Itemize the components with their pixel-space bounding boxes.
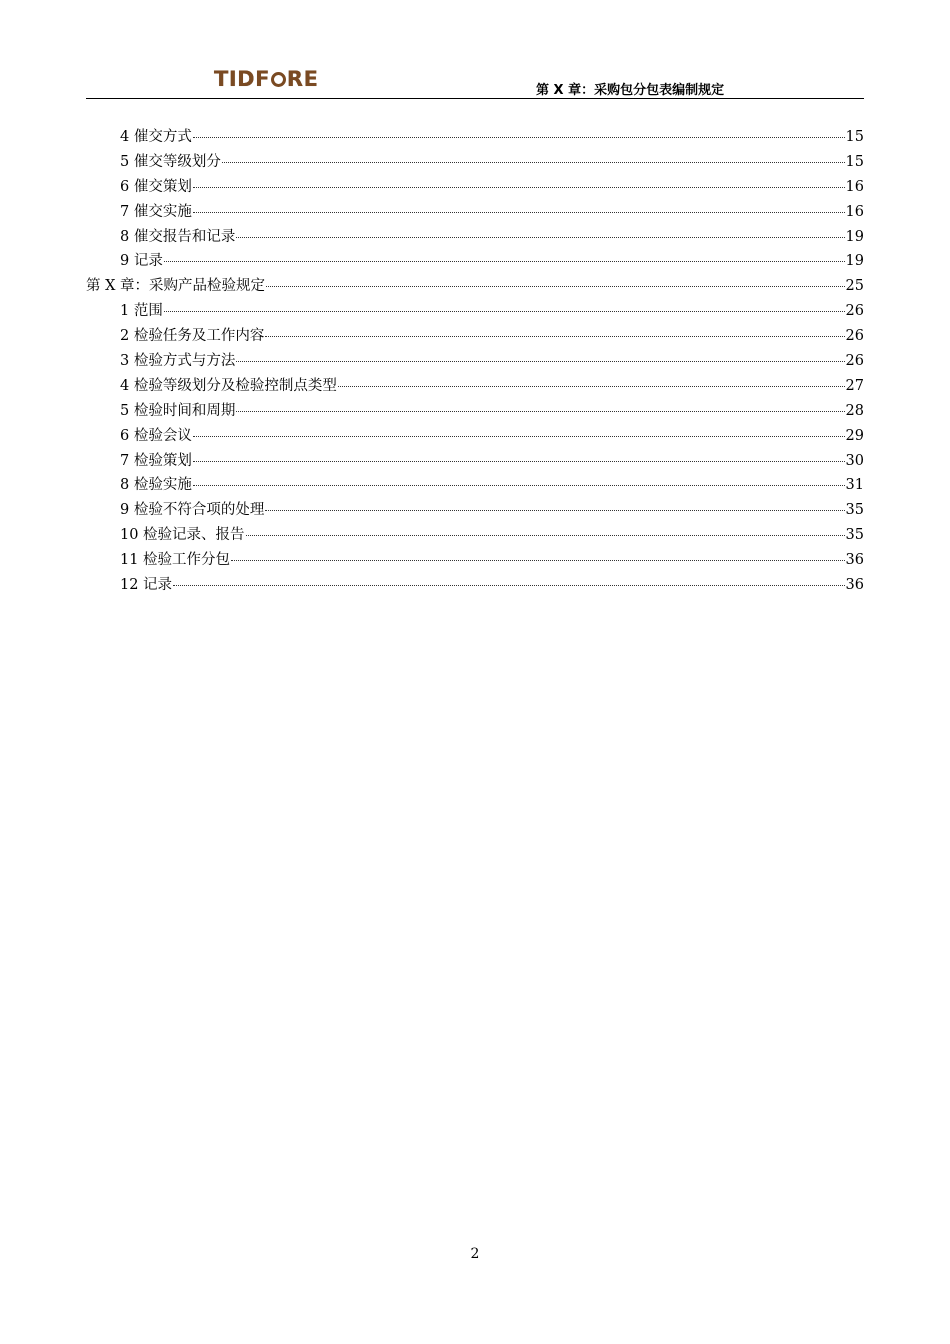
toc-dot-leader (338, 386, 845, 387)
toc-entry-label: 3 检验方式与方法 (120, 353, 236, 370)
toc-entry-label: 6 催交策划 (120, 178, 192, 195)
toc-entry-label: 2 检验任务及工作内容 (120, 328, 265, 345)
toc-dot-leader (193, 485, 845, 486)
toc-entry[interactable] (86, 424, 864, 449)
toc-entry-label: 5 检验时间和周期 (120, 402, 236, 419)
toc-entry[interactable] (86, 473, 864, 498)
toc-dot-leader (193, 212, 845, 213)
toc-entry-label: 7 检验策划 (120, 452, 192, 469)
toc-dot-leader (236, 237, 844, 238)
toc-entry[interactable] (86, 548, 864, 573)
toc-entry-label: 10 检验记录、报告 (120, 527, 245, 544)
toc-entry-page: 16 (845, 203, 864, 220)
toc-entry-page: 31 (845, 477, 864, 494)
logo-text-end: RE (286, 67, 319, 91)
toc-entry[interactable] (86, 523, 864, 548)
toc-entry[interactable] (86, 374, 864, 399)
page-number: 2 (470, 1246, 480, 1262)
toc-entry[interactable] (86, 324, 864, 349)
tidfore-logo (214, 66, 318, 92)
toc-entry-page: 19 (845, 253, 864, 270)
toc-dot-leader (265, 510, 844, 511)
toc-entry-label: 4 催交方式 (120, 129, 192, 145)
toc-dot-leader (236, 411, 844, 412)
toc-dot-leader (231, 560, 844, 561)
toc-entry-label: 9 记录 (120, 253, 163, 270)
toc-dot-leader (173, 585, 844, 586)
toc-entry[interactable] (86, 150, 864, 175)
logo-o-ring-icon (271, 72, 286, 87)
toc-entry-page: 28 (845, 402, 864, 419)
toc-entry-page: 35 (845, 502, 864, 519)
toc-entry-label: 1 范围 (120, 303, 163, 320)
toc-entry-label: 8 催交报告和记录 (120, 228, 236, 245)
toc-entry-label: 5 催交等级划分 (120, 153, 221, 170)
toc-entry[interactable] (86, 225, 864, 250)
toc-dot-leader (164, 311, 845, 312)
toc-entry[interactable] (86, 125, 864, 150)
toc-dot-leader (246, 535, 845, 536)
toc-entry-page: 16 (845, 178, 864, 195)
toc-entry-page: 26 (845, 328, 864, 345)
toc-entry-page: 25 (845, 278, 864, 295)
toc-entry-page: 30 (845, 452, 864, 469)
toc-entry[interactable] (86, 200, 864, 225)
toc-dot-leader (266, 286, 845, 287)
toc-entry-label: 7 催交实施 (120, 203, 192, 220)
toc-entry[interactable] (86, 349, 864, 374)
toc-entry-page: 15 (845, 153, 864, 170)
toc-entry[interactable] (86, 175, 864, 200)
toc-entry-page: 29 (845, 427, 864, 444)
toc-dot-leader (193, 436, 845, 437)
page-header (86, 62, 864, 99)
toc-dot-leader (265, 336, 844, 337)
toc-entry-page: 26 (845, 303, 864, 320)
toc-dot-leader (193, 187, 845, 188)
toc-entry-label: 4 检验等级划分及检验控制点类型 (120, 377, 337, 394)
logo-text-start: TIDF (214, 67, 270, 91)
toc-entry[interactable] (86, 399, 864, 424)
toc-entry-page: 26 (845, 353, 864, 370)
header-chapter-title: 第 X 章：采购包分包表编制规定 (536, 83, 725, 98)
toc-entry-label: 6 检验会议 (120, 427, 192, 444)
toc-entry-label: 11 检验工作分包 (120, 552, 231, 569)
toc-dot-leader (236, 361, 844, 362)
toc-entry-label: 9 检验不符合项的处理 (120, 502, 265, 519)
toc-dot-leader (193, 461, 845, 462)
toc-entry[interactable] (86, 573, 864, 598)
toc-entry-page: 27 (845, 377, 864, 394)
toc-entry-page: 35 (845, 527, 864, 544)
toc-entry-label: 12 记录 (120, 577, 173, 594)
toc-entry-page: 36 (845, 552, 864, 569)
toc-dot-leader (193, 137, 845, 138)
toc-entry[interactable] (86, 274, 864, 299)
table-of-contents (86, 125, 864, 598)
toc-entry-page: 19 (845, 228, 864, 245)
toc-dot-leader (164, 261, 845, 262)
toc-entry-label: 8 检验实施 (120, 477, 192, 494)
toc-entry[interactable] (86, 249, 864, 274)
toc-dot-leader (222, 162, 845, 163)
toc-entry[interactable] (86, 449, 864, 474)
toc-entry[interactable] (86, 299, 864, 324)
toc-entry-label: 第 X 章：采购产品检验规定 (86, 278, 266, 295)
toc-entry-page: 15 (845, 129, 864, 145)
toc-entry-page: 36 (845, 577, 864, 594)
toc-entry[interactable] (86, 498, 864, 523)
